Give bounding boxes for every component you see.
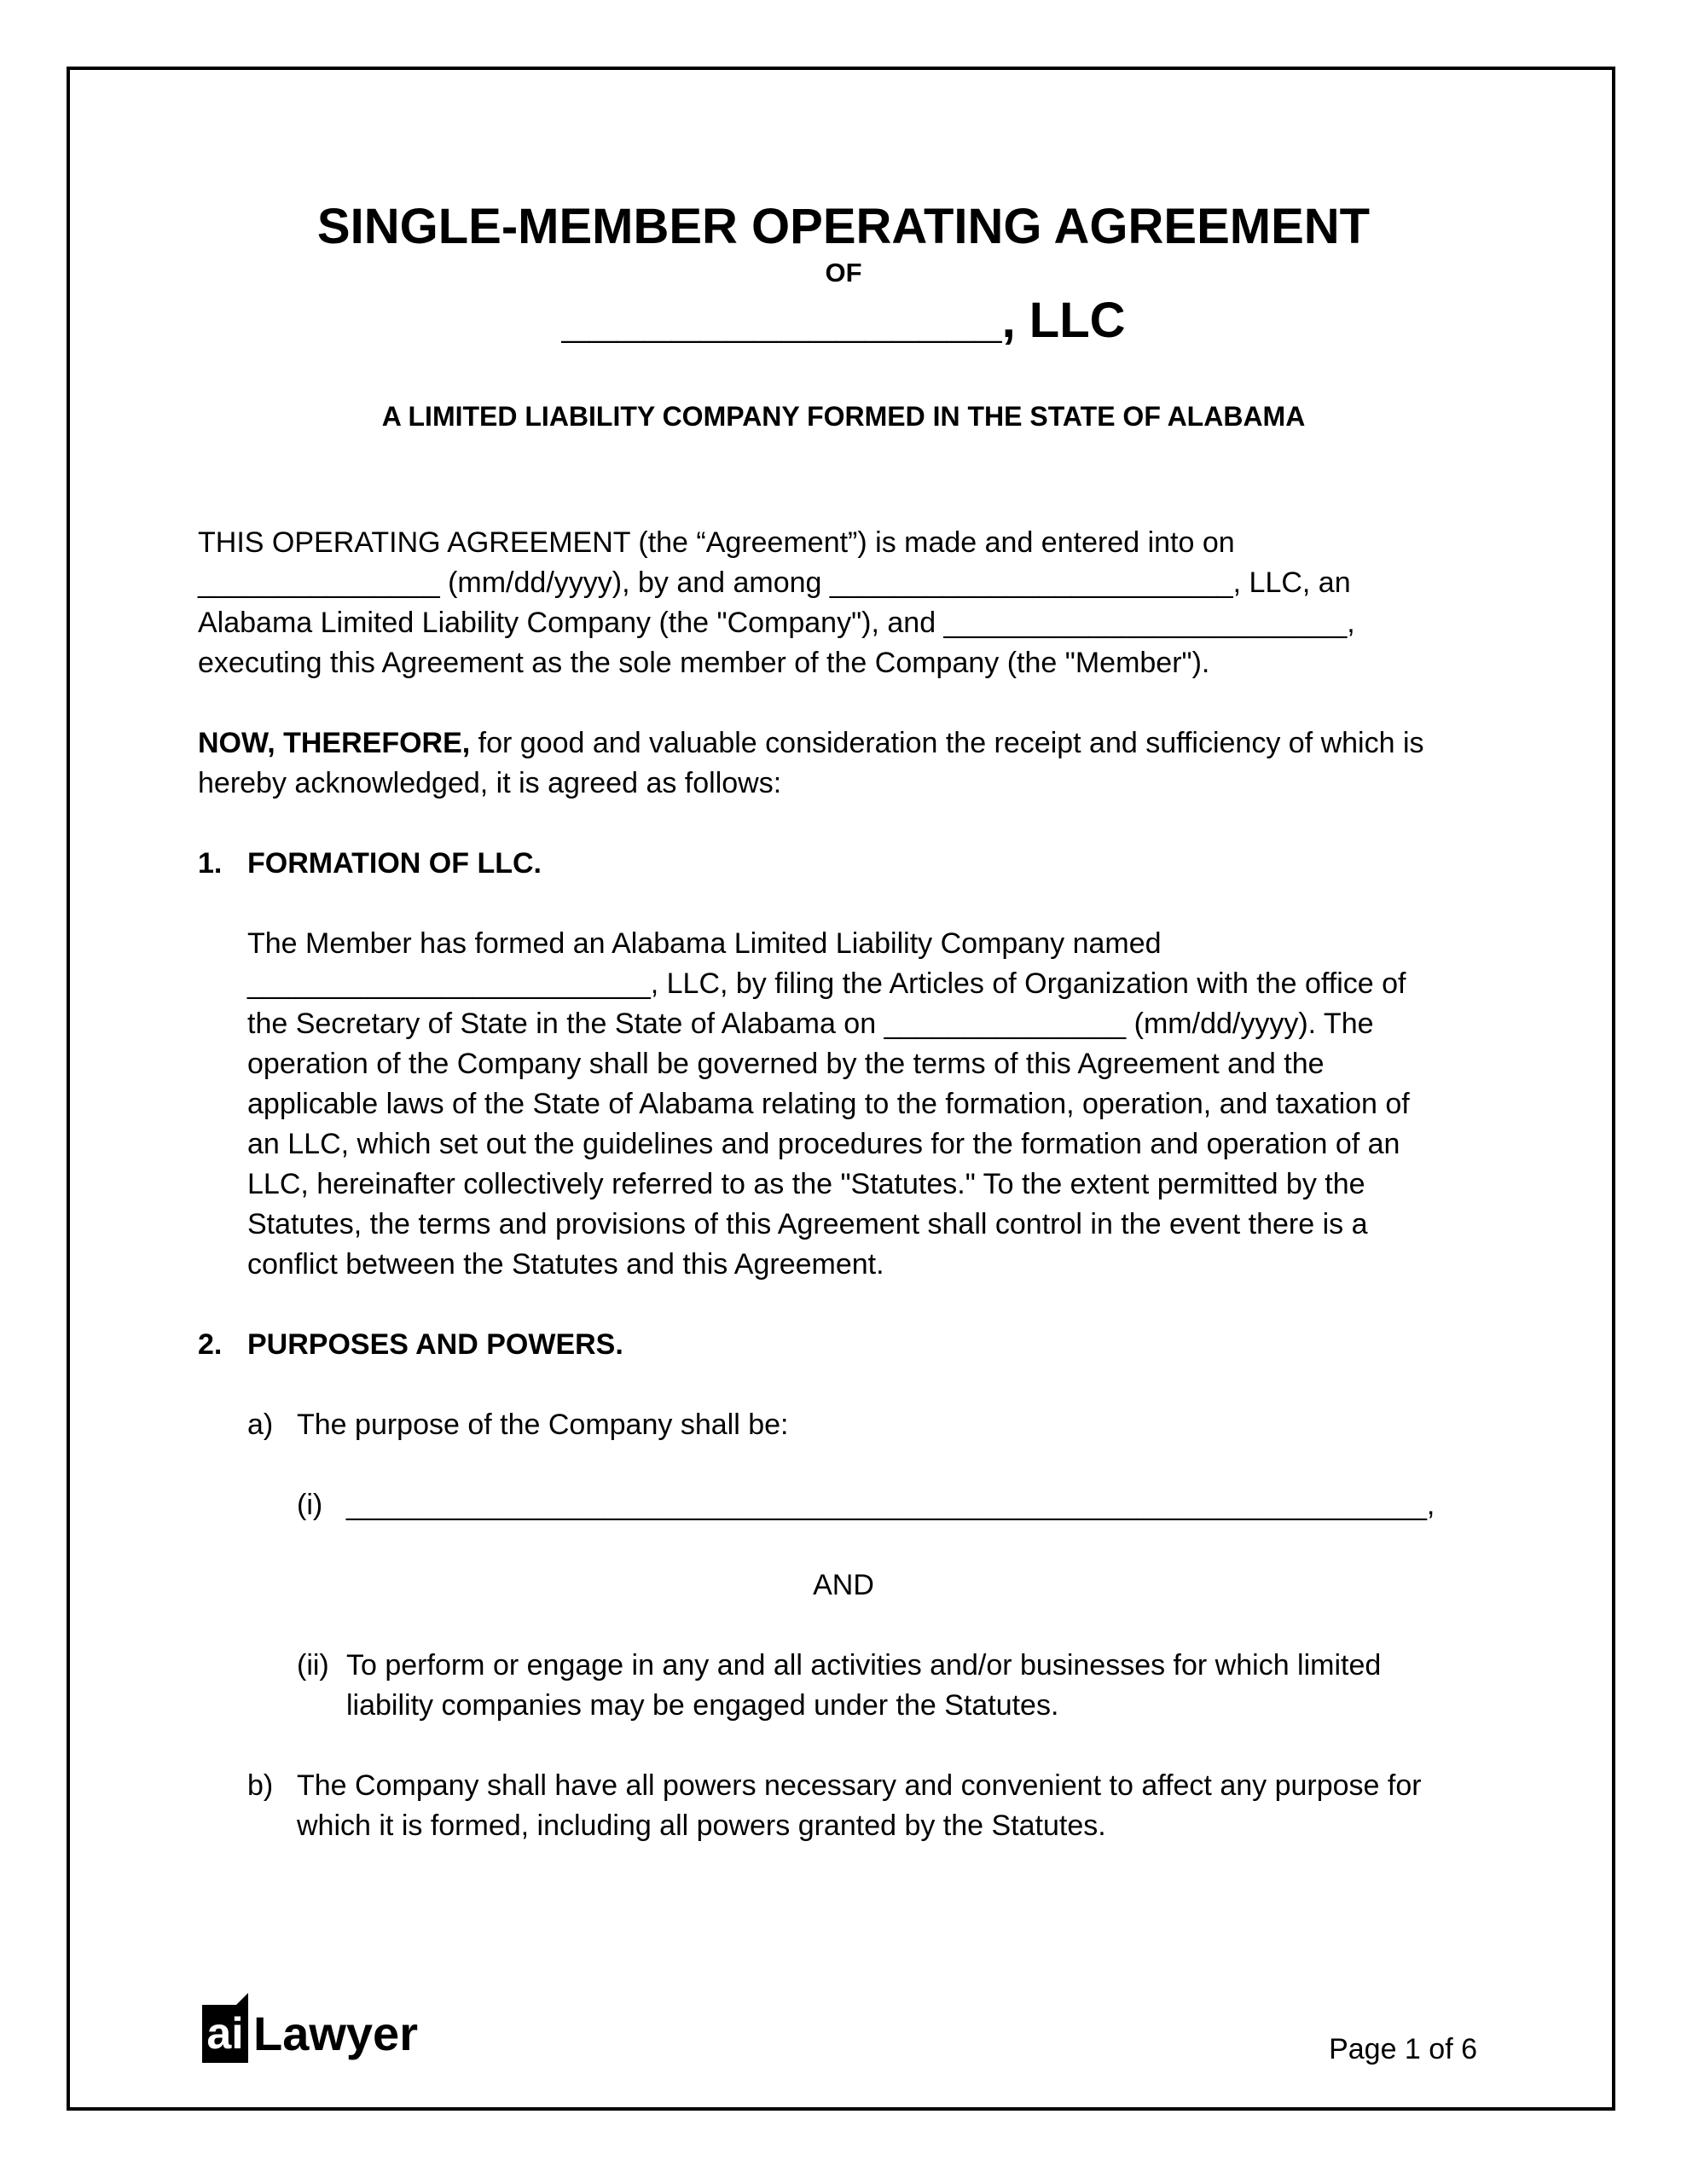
intro-line-4: executing this Agreement as the sole member of the Company (the "Member"). (198, 647, 1210, 679)
item-ii-line-2: liability companies may be engaged under the Statutes. (346, 1689, 1059, 1722)
section-1-title: FORMATION OF LLC. (247, 847, 542, 880)
section-1-line-9: conflict between the Statutes and this Agreement. (247, 1248, 884, 1281)
now-therefore-bold: NOW, THEREFORE, (198, 727, 471, 759)
logo-text: Lawyer (253, 2007, 418, 2060)
section-1-line-4: operation of the Company shall be governed by the terms of this Agreement and the (247, 1048, 1325, 1080)
llc-name-line: ________________, LLC (561, 293, 1126, 348)
item-b-line-1: The Company shall have all powers necessary and convenient to affect any purpose for (297, 1769, 1422, 1802)
section-1-line-5: applicable laws of the State of Alabama relating to the formation, operation, and taxation of (247, 1088, 1410, 1120)
section-1-line-7: LLC, hereinafter collectively referred to as the "Statutes." To the extent permitted by the (247, 1168, 1365, 1200)
document-title: SINGLE-MEMBER OPERATING AGREEMENT (316, 199, 1371, 254)
section-1-line-3: the Secretary of State in the State of Alabama on _______________ (mm/dd/yyyy). The (247, 1008, 1374, 1040)
item-i-blank: ___________________________________________________________________, (346, 1489, 1435, 1521)
intro-line-1: THIS OPERATING AGREEMENT (the “Agreement”) is made and entered into on (198, 526, 1235, 559)
item-b-label: b) (247, 1769, 274, 1802)
now-therefore-line-1 (198, 727, 1424, 760)
section-1-number: 1. (198, 847, 223, 880)
section-1-line-1: The Member has formed an Alabama Limited Liability Company named (247, 927, 1162, 960)
intro-line-2: _______________ (mm/dd/yyyy), by and among _________________________, LLC, an (198, 566, 1351, 599)
section-1-line-2: _________________________, LLC, by filing the Articles of Organization with the office of (247, 967, 1406, 1000)
document-of: OF (825, 258, 862, 288)
logo-mark: ai (202, 2005, 248, 2063)
item-i-label: (i) (297, 1489, 323, 1521)
item-a-text: The purpose of the Company shall be: (297, 1409, 789, 1441)
intro-line-3: Alabama Limited Liability Company (the "Company"), and _________________________, (198, 607, 1355, 639)
item-a-label: a) (247, 1409, 274, 1441)
item-ii-line-1: To perform or engage in any and all activities and/or businesses for which limited (346, 1649, 1382, 1682)
section-2-title: PURPOSES AND POWERS. (247, 1328, 623, 1361)
item-b-line-2: which it is formed, including all powers granted by the Statutes. (297, 1809, 1106, 1842)
and-separator: AND (813, 1569, 874, 1601)
page-number: Page 1 of 6 (1329, 2033, 1477, 2065)
section-2-number: 2. (198, 1328, 223, 1361)
section-1-line-6: an LLC, which set out the guidelines and procedures for the formation and operation of an (247, 1128, 1400, 1160)
item-ii-label: (ii) (297, 1649, 329, 1682)
formed-in-state: A LIMITED LIABILITY COMPANY FORMED IN THE STATE OF ALABAMA (381, 401, 1306, 432)
now-therefore-line-2: hereby acknowledged, it is agreed as follows: (198, 767, 782, 799)
now-therefore-rest: for good and valuable consideration the receipt and sufficiency of which is (470, 727, 1424, 759)
section-1-line-8: Statutes, the terms and provisions of this Agreement shall control in the event there is a (247, 1208, 1368, 1240)
